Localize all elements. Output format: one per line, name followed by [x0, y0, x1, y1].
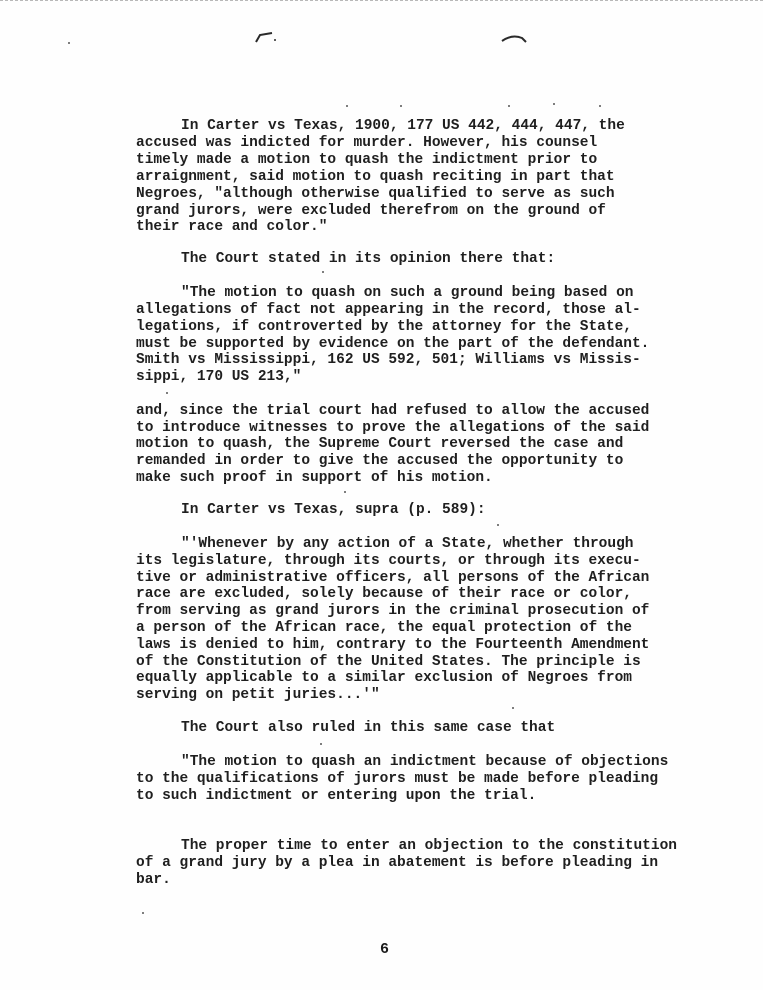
scan-speck: [320, 743, 322, 745]
scan-speck: [322, 271, 324, 273]
text-line: "'Whenever by any action of a State, whether through: [181, 536, 634, 552]
text-line: to the qualifications of jurors must be made before pleading: [136, 771, 659, 787]
scan-top-edge: [0, 0, 763, 1]
text-line: laws is denied to him, contrary to the Fourteenth Amendment: [136, 637, 650, 653]
scan-speck: [553, 103, 555, 105]
scan-speck: [512, 707, 514, 709]
text-line: from serving as grand jurors in the criminal prosecution of: [136, 603, 650, 619]
text-line: bar.: [136, 872, 171, 888]
text-line: serving on petit juries...'": [136, 687, 380, 703]
text-line: In Carter vs Texas, 1900, 177 US 442, 444, 447, the: [181, 118, 625, 134]
text-line: Smith vs Mississippi, 162 US 592, 501; Williams vs Missis-: [136, 352, 641, 368]
scan-mark-right: [500, 32, 528, 46]
text-line: arraignment, said motion to quash reciting in part that: [136, 169, 615, 185]
scan-mark-left: [254, 30, 280, 46]
scan-speck: [346, 105, 348, 107]
scan-speck: [166, 392, 168, 394]
text-line: motion to quash, the Supreme Court reversed the case and: [136, 436, 624, 452]
text-line: The Court also ruled in this same case that: [181, 720, 556, 736]
text-line: allegations of fact not appearing in the record, those al-: [136, 302, 641, 318]
text-line: accused was indicted for murder. However, his counsel: [136, 135, 598, 151]
text-line: of a grand jury by a plea in abatement is before pleading in: [136, 855, 659, 871]
text-line: The Court stated in its opinion there that:: [181, 251, 556, 267]
text-line: equally applicable to a similar exclusion of Negroes from: [136, 670, 632, 686]
page-number: 6: [380, 941, 390, 958]
text-line: Negroes, "although otherwise qualified to serve as such: [136, 186, 615, 202]
text-line: race are excluded, solely because of their race or color,: [136, 586, 632, 602]
text-line: their race and color.": [136, 219, 328, 235]
text-line: "The motion to quash an indictment because of objections: [181, 754, 669, 770]
text-line: grand jurors, were excluded therefrom on the ground of: [136, 203, 606, 219]
text-line: In Carter vs Texas, supra (p. 589):: [181, 502, 486, 518]
text-line: to introduce witnesses to prove the allegations of the said: [136, 420, 650, 436]
text-line: to such indictment or entering upon the trial.: [136, 788, 537, 804]
text-line: make such proof in support of his motion.: [136, 470, 493, 486]
scan-speck: [599, 105, 601, 107]
scan-speck: [142, 912, 144, 914]
text-line: legations, if controverted by the attorney for the State,: [136, 319, 632, 335]
text-line: remanded in order to give the accused the opportunity to: [136, 453, 624, 469]
text-line: a person of the African race, the equal protection of the: [136, 620, 632, 636]
text-line: of the Constitution of the United States. The principle is: [136, 654, 641, 670]
text-line: its legislature, through its courts, or through its execu-: [136, 553, 641, 569]
scan-speck: [497, 524, 499, 526]
scan-speck: [344, 491, 346, 493]
text-line: The proper time to enter an objection to the constitution: [181, 838, 677, 854]
text-line: tive or administrative officers, all persons of the African: [136, 570, 650, 586]
scan-speck: [400, 105, 402, 107]
text-line: "The motion to quash on such a ground being based on: [181, 285, 634, 301]
text-line: must be supported by evidence on the part of the defendant.: [136, 336, 650, 352]
text-line: timely made a motion to quash the indictment prior to: [136, 152, 598, 168]
text-line: and, since the trial court had refused to allow the accused: [136, 403, 650, 419]
scan-speck: [508, 105, 510, 107]
text-line: sippi, 170 US 213,": [136, 369, 302, 385]
scan-speck: [68, 42, 70, 44]
